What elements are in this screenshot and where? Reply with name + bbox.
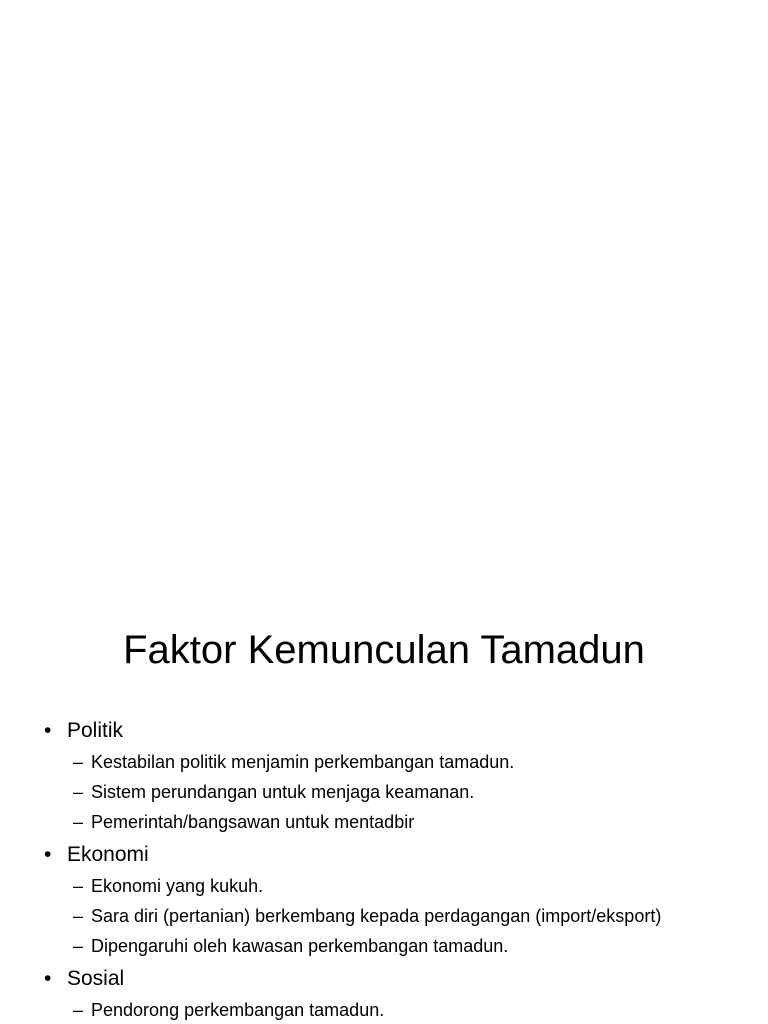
sub-item [73,934,508,958]
dash-icon: – [73,876,84,896]
sub-item-text: Kestabilan politik menjamin perkembangan tamadun. [91,752,515,772]
bullet-label: Sosial [67,967,125,990]
sub-item-text: Pendorong perkembangan tamadun. [91,1000,385,1020]
sub-item [73,810,414,834]
sub-item [73,874,263,898]
bullet-ekonomi [44,841,149,869]
sub-item-text: Sara diri (pertanian) berkembang kepada perdagangan (import/eksport) [91,906,662,926]
bullet-label: Politik [67,719,124,742]
bullet-icon: • [44,967,52,990]
dash-icon: – [73,1000,84,1020]
sub-item [73,780,474,804]
sub-item [73,998,384,1022]
bullet-label: Ekonomi [67,843,149,866]
sub-item-text: Sistem perundangan untuk menjaga keamanan. [91,782,475,802]
sub-item-text: Ekonomi yang kukuh. [91,876,264,896]
bullet-icon: • [44,843,52,866]
bullet-politik [44,717,123,745]
dash-icon: – [73,936,84,956]
sub-item-text: Dipengaruhi oleh kawasan perkembangan tamadun. [91,936,509,956]
dash-icon: – [73,812,84,832]
sub-item [73,904,661,928]
dash-icon: – [73,782,84,802]
bullet-sosial [44,965,124,993]
sub-item-text: Pemerintah/bangsawan untuk mentadbir [91,812,415,832]
slide-title: Faktor Kemunculan Tamadun [123,628,645,672]
sub-item [73,750,514,774]
bullet-icon: • [44,719,52,742]
dash-icon: – [73,906,84,926]
dash-icon: – [73,752,84,772]
